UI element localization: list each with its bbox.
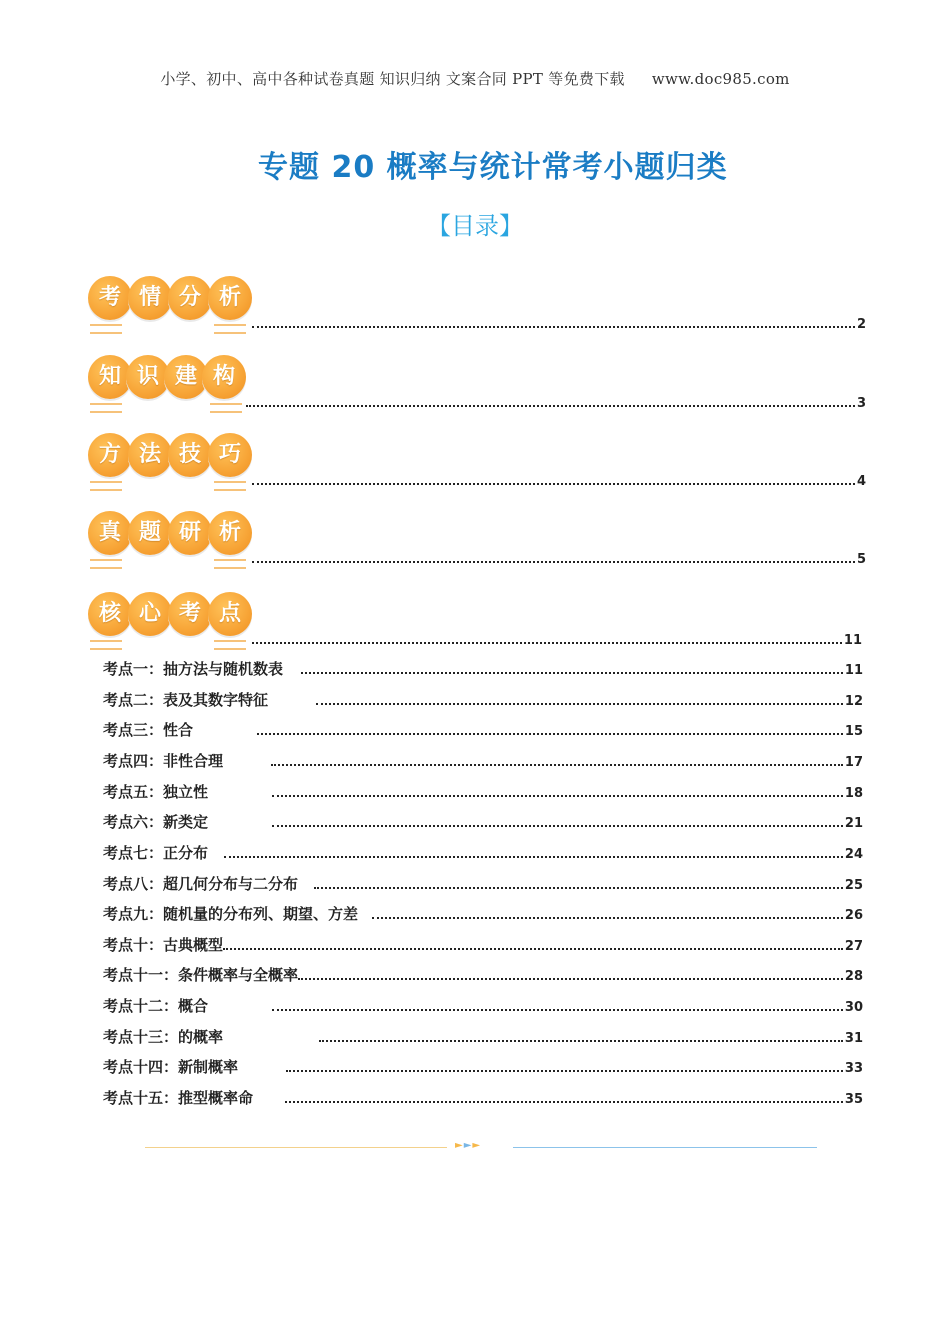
toc-entry[interactable]: [103, 659, 863, 679]
footer-divider: [145, 1140, 817, 1154]
section-badge: 识: [126, 355, 170, 399]
dot-leader: [286, 1070, 843, 1072]
page-number: 2: [856, 317, 866, 332]
dot-leader: [285, 1101, 843, 1103]
toc-entry-label: 考点十：古典概型: [103, 936, 224, 954]
dot-leader: [223, 948, 843, 950]
header-url[interactable]: www.doc985.com: [651, 70, 790, 88]
page-number: 3: [856, 396, 866, 411]
section-badge: 法: [128, 433, 172, 477]
toc-entry-label: 考点十三：的概率: [103, 1028, 224, 1046]
section-badge: 构: [202, 355, 246, 399]
section-badge: 分: [168, 276, 212, 320]
document-title: 专题 20 概率与统计常考小题归类: [258, 150, 728, 185]
page-number: 35: [844, 1092, 863, 1107]
toc-entry[interactable]: [103, 751, 863, 771]
page-number: 17: [844, 755, 863, 770]
badge-underline-deco: [214, 559, 246, 569]
toc-entry-label: 考点十四：新制概率: [103, 1058, 239, 1076]
arrow-triple-icon: ►►►: [455, 1140, 482, 1151]
toc-entry[interactable]: [103, 812, 863, 832]
dot-leader: [314, 887, 843, 889]
badge-underline-deco: [90, 324, 122, 334]
section-badge: 技: [168, 433, 212, 477]
section-badge: 考: [168, 592, 212, 636]
section-badge: 点: [208, 592, 252, 636]
toc-entry-label: 考点六：新类定: [103, 813, 209, 831]
dot-leader: [271, 764, 843, 766]
toc-entry-label: 考点九：随机量的分布列、期望、方差: [103, 905, 359, 923]
dot-leader: [257, 733, 843, 735]
page-number: 25: [844, 878, 863, 893]
dot-leader: [301, 672, 843, 674]
section-badge: 考: [88, 276, 132, 320]
dot-leader: [298, 978, 843, 980]
toc-entry[interactable]: [103, 843, 863, 863]
page-number: 4: [856, 474, 866, 489]
toc-section-zhenti[interactable]: [86, 511, 866, 567]
section-badge: 巧: [208, 433, 252, 477]
toc-entry-label: 考点十二：概合: [103, 997, 209, 1015]
section-badge: 真: [88, 511, 132, 555]
dot-leader: [372, 917, 843, 919]
page-number: 11: [844, 663, 863, 678]
dot-leader: [319, 1040, 843, 1042]
toc-entry-label: 考点二：表及其数字特征: [103, 691, 269, 709]
page-number: 18: [844, 786, 863, 801]
dot-leader: [252, 642, 842, 644]
page-number: 27: [844, 939, 863, 954]
toc-entry-label: 考点七：正分布: [103, 844, 209, 862]
dot-leader: [252, 326, 855, 328]
section-badge: 析: [208, 511, 252, 555]
section-badge: 核: [88, 592, 132, 636]
toc-section-kaoqing[interactable]: [86, 276, 866, 332]
dot-leader: [252, 483, 855, 485]
section-badge: 题: [128, 511, 172, 555]
toc-heading: 【目录】: [427, 212, 523, 240]
toc-entry[interactable]: [103, 904, 863, 924]
dot-leader: [272, 1009, 843, 1011]
badge-underline-deco: [210, 403, 242, 413]
header-text: 小学、初中、高中各种试卷真题 知识归纳 文案合同 PPT 等免费下载: [160, 70, 625, 88]
toc-entry[interactable]: [103, 996, 863, 1016]
page-number: 24: [844, 847, 863, 862]
page-number: 12: [844, 694, 863, 709]
section-badge: 心: [128, 592, 172, 636]
page-number: 33: [844, 1061, 863, 1076]
toc-entry-label: 考点十一：条件概率与全概率: [103, 966, 299, 984]
toc-entry-label: 考点四：非性合理: [103, 752, 224, 770]
toc-entry[interactable]: [103, 874, 863, 894]
badge-underline-deco: [214, 481, 246, 491]
badge-underline-deco: [90, 481, 122, 491]
toc-entry[interactable]: [103, 1088, 863, 1108]
toc-entry[interactable]: [103, 1027, 863, 1047]
badge-underline-deco: [90, 559, 122, 569]
badge-underline-deco: [214, 324, 246, 334]
page-number: 15: [844, 724, 863, 739]
divider-line-left: [145, 1147, 447, 1148]
toc-entry[interactable]: [103, 935, 863, 955]
toc-entry-label: 考点八：超几何分布与二分布: [103, 875, 299, 893]
page-number: 31: [844, 1031, 863, 1046]
page-number: 21: [844, 816, 863, 831]
dot-leader: [272, 825, 843, 827]
toc-entry[interactable]: [103, 1057, 863, 1077]
dot-leader: [224, 856, 843, 858]
dot-leader: [252, 561, 855, 563]
dot-leader: [272, 795, 843, 797]
site-header: [0, 68, 950, 89]
toc-entry[interactable]: [103, 690, 863, 710]
badge-underline-deco: [90, 640, 122, 650]
dot-leader: [246, 405, 855, 407]
dot-leader: [316, 703, 843, 705]
page-number: 11: [843, 633, 862, 648]
toc-entry[interactable]: [103, 720, 863, 740]
toc-section-zhishi[interactable]: [86, 355, 866, 411]
page-number: 5: [856, 552, 866, 567]
toc-entry-label: 考点十五：推型概率命: [103, 1089, 254, 1107]
toc-entry[interactable]: [103, 782, 863, 802]
section-badge: 建: [164, 355, 208, 399]
section-badge: 研: [168, 511, 212, 555]
page-number: 26: [844, 908, 863, 923]
badge-underline-deco: [90, 403, 122, 413]
divider-line-right: [513, 1147, 817, 1148]
toc-entry-label: 考点三：性合: [103, 721, 194, 739]
section-badge: 析: [208, 276, 252, 320]
page-number: 28: [844, 969, 863, 984]
toc-entry-label: 考点五：独立性: [103, 783, 209, 801]
toc-entry-label: 考点一：抽方法与随机数表: [103, 660, 284, 678]
section-badge: 情: [128, 276, 172, 320]
page-number: 30: [844, 1000, 863, 1015]
toc-section-hexin[interactable]: [86, 592, 866, 648]
section-badge: 知: [88, 355, 132, 399]
section-badge: 方: [88, 433, 132, 477]
badge-underline-deco: [214, 640, 246, 650]
toc-section-fangfa[interactable]: [86, 433, 866, 489]
toc-entry[interactable]: [103, 965, 863, 985]
